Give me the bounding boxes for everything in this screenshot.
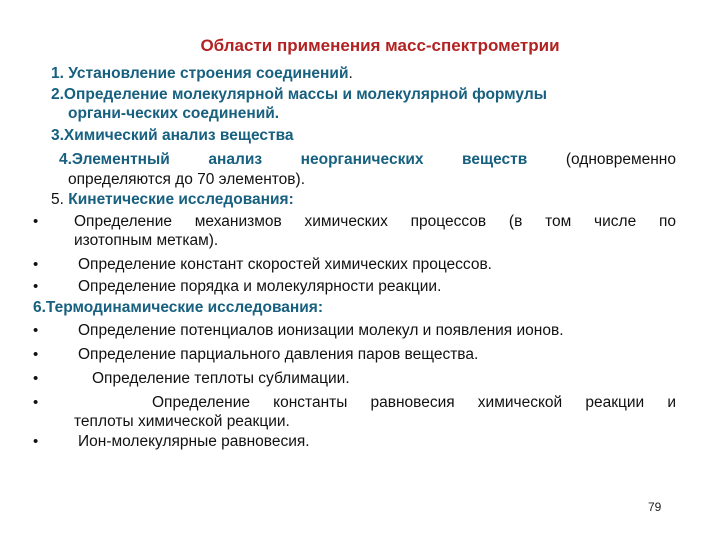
item-4-line-2: определяются до 70 элементов). bbox=[68, 171, 305, 188]
kinetic-bullet-1-line-2: изотопным меткам). bbox=[74, 232, 219, 249]
section-6-heading: 6.Термодинамические исследования: bbox=[33, 299, 324, 316]
item-4-paren: (одновременно bbox=[565, 151, 676, 168]
bullet-marker: • bbox=[33, 278, 39, 295]
item-5-number: 5. bbox=[51, 191, 64, 208]
item-4-line-1 bbox=[59, 150, 676, 170]
bullet-marker: • bbox=[33, 322, 39, 339]
item-1 bbox=[51, 64, 353, 84]
item-5-text: Кинетические исследования: bbox=[68, 191, 294, 208]
thermo-bullet-4-line-2: теплоты химической реакции. bbox=[74, 413, 290, 430]
thermo-bullet-3: Определение теплоты сублимации. bbox=[92, 370, 350, 387]
item-5 bbox=[51, 190, 294, 210]
bullet-marker: • bbox=[33, 213, 39, 230]
item-2-line-1: 2.Определение молекулярной массы и молекулярной формулы bbox=[51, 86, 547, 103]
thermo-bullet-2: Определение парциального давления паров вещества. bbox=[78, 346, 479, 363]
bullet-marker: • bbox=[33, 370, 39, 387]
item-2-line-2: органи-ческих соединений. bbox=[68, 105, 280, 122]
page-number: 79 bbox=[648, 500, 662, 514]
bullet-marker: • bbox=[33, 346, 39, 363]
slide-title: Области применения масс-спектрометрии bbox=[200, 36, 560, 55]
kinetic-bullet-3: Определение порядка и молекулярности реакции. bbox=[78, 278, 442, 295]
item-1-tail: . bbox=[348, 65, 353, 82]
bullet-marker: • bbox=[33, 433, 39, 450]
kinetic-bullet-2: Определение констант скоростей химических процессов. bbox=[78, 256, 492, 273]
item-4-bold: 4.Элементный анализ неорганических веществ bbox=[59, 151, 528, 168]
item-1-number: 1. bbox=[51, 65, 64, 82]
thermo-bullet-5: Ион-молекулярные равновесия. bbox=[78, 433, 310, 450]
bullet-marker: • bbox=[33, 394, 39, 411]
thermo-bullet-4-line-1: Определение константы равновесия химической реакции и bbox=[152, 394, 676, 411]
bullet-marker: • bbox=[33, 256, 39, 273]
thermo-bullet-1: Определение потенциалов ионизации молекул и появления ионов. bbox=[78, 322, 564, 339]
item-1-text: Установление строения соединений bbox=[68, 65, 349, 82]
item-3: 3.Химический анализ вещества bbox=[51, 127, 294, 144]
kinetic-bullet-1-line-1: Определение механизмов химических процессов (в том числе по bbox=[74, 213, 676, 230]
